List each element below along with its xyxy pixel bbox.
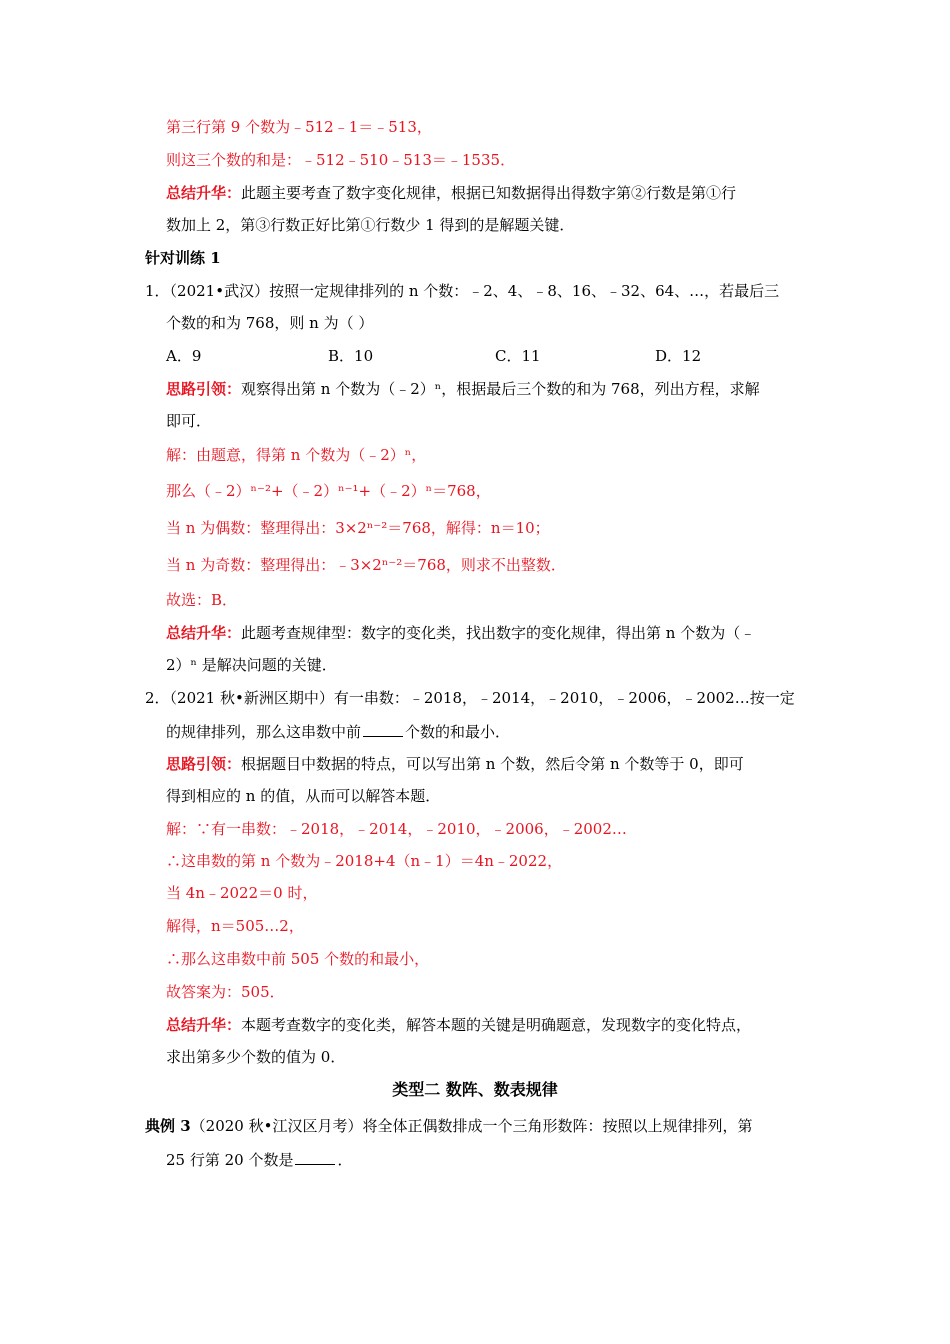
summary-line: 2）ⁿ 是解决问题的关键．	[166, 656, 337, 674]
text-line: 数加上 2，第③行数正好比第①行数少 1 得到的是解题关键．	[166, 216, 575, 234]
hint-label: 思路引领：	[166, 755, 242, 773]
summary-label: 总结升华：	[166, 624, 242, 642]
hint-text: 根据题目中数据的特点，可以写出第 n 个数，然后令第 n 个数等于 0，即可	[241, 755, 744, 773]
option-b: B．10	[328, 347, 374, 365]
stem-part: 的规律排列，那么这串数中前	[166, 723, 362, 741]
solution-line: 故选：B．	[166, 591, 238, 609]
question-stem	[166, 721, 510, 742]
solution-line: 解：由题意，得第 n 个数为（﹣2）ⁿ，	[166, 446, 427, 464]
summary-text: 本题考查数字的变化类，解答本题的关键是明确题意，发现数字的变化特点，	[241, 1016, 752, 1034]
summary-line	[166, 183, 736, 203]
solution-line: 那么（﹣2）ⁿ⁻²+（﹣2）ⁿ⁻¹+（﹣2）ⁿ＝768，	[166, 482, 491, 500]
option-c: C．11	[495, 347, 541, 365]
example-stem	[145, 1116, 752, 1136]
solution-line: ∴那么这串数中前 505 个数的和最小，	[166, 950, 430, 968]
answer-blank[interactable]	[363, 721, 403, 737]
stem-part: 个数的和最小．	[405, 723, 511, 741]
section-title: 类型二 数阵、数表规律	[392, 1080, 558, 1099]
example-label: 典例 3	[145, 1117, 191, 1135]
hint-line: 得到相应的 n 的值，从而可以解答本题．	[166, 787, 441, 805]
hint-line	[166, 379, 760, 399]
stem-part: ．	[337, 1151, 353, 1169]
summary-line: 求出第多少个数的值为 0．	[166, 1048, 346, 1066]
question-stem: 个数的和为 768，则 n 为（ ）	[166, 314, 374, 332]
summary-line	[166, 623, 755, 643]
section-title: 针对训练 1	[145, 249, 221, 267]
hint-line: 即可．	[166, 412, 212, 430]
stem-part: 25 行第 20 个数是	[166, 1151, 294, 1169]
solution-line: 故答案为：505．	[166, 983, 285, 1001]
hint-text: 观察得出第 n 个数为（﹣2）ⁿ，根据最后三个数的和为 768，列出方程，求解	[241, 380, 760, 398]
solution-line: 当 n 为偶数：整理得出：3×2ⁿ⁻²＝768，解得：n＝10；	[166, 519, 550, 537]
solution-line: 解得，n＝505…2，	[166, 917, 304, 935]
text-line: 第三行第 9 个数为﹣512﹣1＝﹣513，	[166, 118, 432, 136]
summary-text: 此题考查规律型：数字的变化类，找出数字的变化规律，得出第 n 个数为（﹣	[241, 624, 756, 642]
option-a: A．9	[166, 347, 202, 365]
summary-label: 总结升华：	[166, 184, 242, 202]
summary-text: 此题主要考查了数字变化规律，根据已知数据得出得数字第②行数是第①行	[241, 184, 737, 202]
example-text: （2020 秋•江汉区月考）将全体正偶数排成一个三角形数阵：按照以上规律排列，第	[190, 1117, 753, 1135]
solution-line: 当 4n﹣2022＝0 时，	[166, 884, 318, 902]
option-d: D．12	[655, 347, 702, 365]
summary-line	[166, 1015, 751, 1035]
example-stem	[166, 1149, 353, 1170]
question-stem: 1．（2021•武汉）按照一定规律排列的 n 个数：﹣2、4、﹣8、16、﹣32、64、…，若最后三	[145, 282, 780, 300]
answer-blank[interactable]	[295, 1149, 335, 1165]
solution-line: 当 n 为奇数：整理得出：﹣3×2ⁿ⁻²＝768，则求不出整数．	[166, 556, 566, 574]
question-stem: 2．（2021 秋•新洲区期中）有一串数：﹣2018，﹣2014，﹣2010，﹣2006，﹣2002…按一定	[145, 689, 795, 707]
summary-label: 总结升华：	[166, 1016, 242, 1034]
solution-line: 解：∵有一串数：﹣2018，﹣2014，﹣2010，﹣2006，﹣2002…	[166, 820, 627, 838]
hint-line	[166, 754, 744, 774]
text-line: 则这三个数的和是：﹣512﹣510﹣513＝﹣1535．	[166, 151, 516, 169]
solution-line: ∴这串数的第 n 个数为﹣2018+4（n﹣1）＝4n﹣2022，	[166, 852, 563, 870]
hint-label: 思路引领：	[166, 380, 242, 398]
